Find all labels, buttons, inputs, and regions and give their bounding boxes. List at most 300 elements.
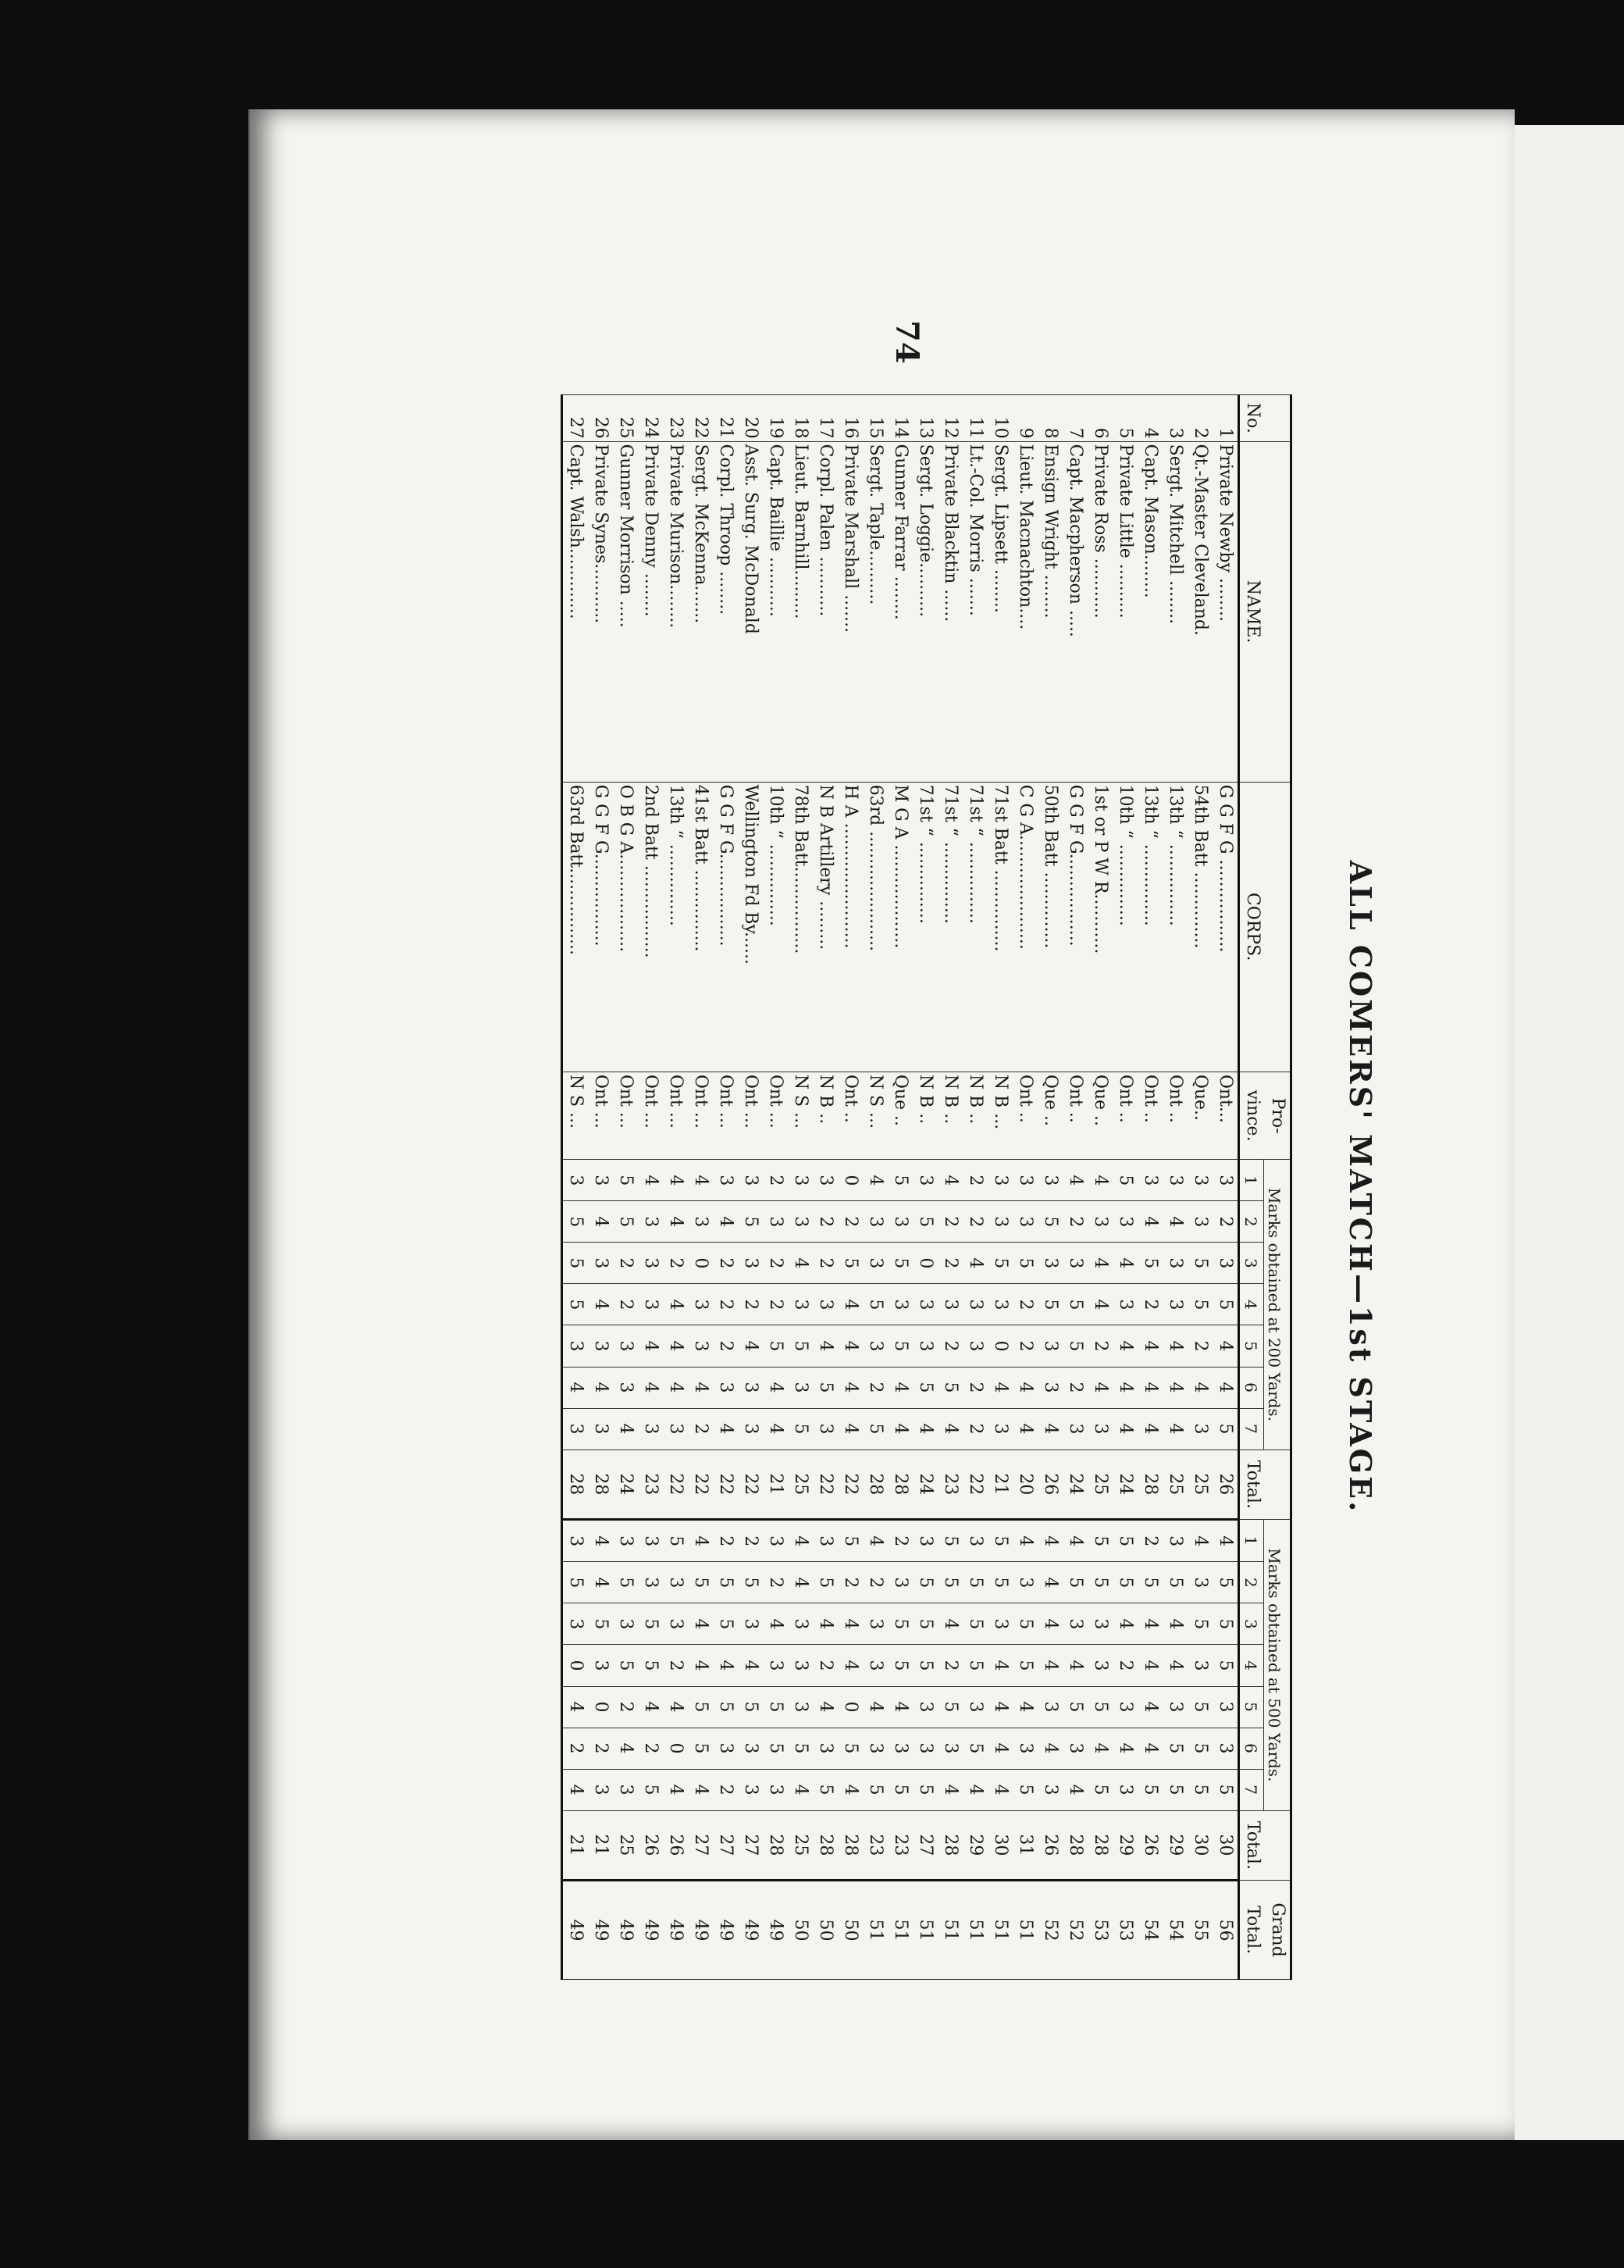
header-marks-200: Marks obtained at 200 Yards. (1264, 1160, 1291, 1450)
competitor-name: Private Blacktin ...... (938, 441, 963, 782)
score-200: 4 (663, 1160, 688, 1201)
score-200: 4 (663, 1284, 688, 1325)
total-500: 28 (1088, 1810, 1113, 1881)
score-500: 5 (1088, 1562, 1113, 1603)
shot-header-200-5: 5 (1239, 1325, 1264, 1367)
score-200: 3 (988, 1408, 1013, 1450)
score-200: 4 (588, 1201, 613, 1243)
province: Ont .. (838, 1072, 863, 1160)
score-200: 3 (1088, 1201, 1113, 1243)
score-200: 4 (1113, 1408, 1138, 1450)
score-200: 5 (613, 1160, 638, 1201)
score-200: 2 (938, 1201, 963, 1243)
score-200: 3 (863, 1243, 888, 1284)
score-500: 5 (988, 1562, 1013, 1603)
corps: N B Artillery ......... (813, 782, 838, 1072)
score-500: 4 (688, 1603, 713, 1645)
total-200: 26 (1038, 1450, 1063, 1520)
score-500: 5 (738, 1562, 763, 1603)
score-500: 3 (1088, 1645, 1113, 1686)
competitor-name: Lt.-Col. Morris ....... (963, 441, 988, 782)
score-200: 3 (1038, 1243, 1063, 1284)
total-500: 26 (663, 1810, 688, 1881)
score-500: 2 (763, 1562, 788, 1603)
total-500: 26 (1038, 1810, 1063, 1881)
grand-total: 54 (1138, 1881, 1163, 1980)
score-200: 3 (688, 1201, 713, 1243)
competitor-name: Capt. Walsh............. (562, 441, 589, 782)
corps: G G F G ................. (1213, 782, 1239, 1072)
score-500: 4 (1038, 1645, 1063, 1686)
corps: 78th Batt................ (788, 782, 813, 1072)
row-number: 18 (788, 395, 813, 442)
score-200: 4 (1188, 1367, 1213, 1408)
score-500: 2 (588, 1728, 613, 1769)
total-500: 27 (913, 1810, 938, 1881)
table-row (963, 395, 988, 1980)
score-200: 2 (713, 1325, 738, 1367)
rotated-table-block (504, 394, 1378, 1980)
score-200: 3 (713, 1367, 738, 1408)
grand-total: 50 (813, 1881, 838, 1980)
competitor-name: Asst. Surg. McDonald (738, 441, 763, 782)
score-200: 4 (1163, 1201, 1188, 1243)
score-500: 3 (763, 1520, 788, 1562)
table-row (1063, 395, 1088, 1980)
row-number: 5 (1113, 395, 1138, 442)
province: Que .. (1038, 1072, 1063, 1160)
score-500: 3 (1163, 1686, 1188, 1728)
score-200: 3 (1063, 1243, 1088, 1284)
score-200: 4 (938, 1408, 963, 1450)
row-number: 20 (738, 395, 763, 442)
score-200: 3 (588, 1243, 613, 1284)
competitor-name: Lieut. Macnachton.... (1013, 441, 1038, 782)
score-500: 5 (1213, 1603, 1239, 1645)
score-200: 3 (913, 1325, 938, 1367)
total-500: 21 (588, 1810, 613, 1881)
table-row (988, 395, 1013, 1980)
score-200: 3 (788, 1201, 813, 1243)
grand-total: 51 (913, 1881, 938, 1980)
score-200: 4 (1013, 1367, 1038, 1408)
score-200: 3 (1113, 1284, 1138, 1325)
score-200: 3 (913, 1284, 938, 1325)
score-200: 2 (1063, 1201, 1088, 1243)
score-500: 5 (688, 1728, 713, 1769)
total-200: 26 (1213, 1450, 1239, 1520)
table-row (1038, 395, 1063, 1980)
total-200: 24 (1113, 1450, 1138, 1520)
grand-total: 51 (988, 1881, 1013, 1980)
score-500: 3 (1063, 1603, 1088, 1645)
score-200: 4 (713, 1408, 738, 1450)
row-number: 22 (688, 395, 713, 442)
corps: 63rd Batt................ (562, 782, 589, 1072)
table-row (1138, 395, 1163, 1980)
header-corps: CORPS. (1239, 782, 1291, 1072)
grand-total: 50 (788, 1881, 813, 1980)
score-500: 4 (938, 1769, 963, 1810)
competitor-name: Sergt. McKenna....... (688, 441, 713, 782)
score-200: 4 (562, 1367, 589, 1408)
score-500: 5 (913, 1769, 938, 1810)
shot-header-200-1: 1 (1239, 1160, 1264, 1201)
province: N B .. (938, 1072, 963, 1160)
competitor-name: Lieut. Barnhill......... (788, 441, 813, 782)
province: Ont ... (613, 1072, 638, 1160)
grand-total: 51 (938, 1881, 963, 1980)
province: Ont ... (638, 1072, 663, 1160)
total-200: 28 (863, 1450, 888, 1520)
score-200: 3 (1163, 1243, 1188, 1284)
score-500: 4 (788, 1562, 813, 1603)
row-number: 23 (663, 395, 688, 442)
score-500: 5 (1213, 1645, 1239, 1686)
score-200: 5 (562, 1201, 589, 1243)
score-500: 5 (713, 1603, 738, 1645)
table-row (788, 395, 813, 1980)
score-200: 5 (863, 1284, 888, 1325)
shot-header-500-4: 4 (1239, 1645, 1264, 1686)
score-500: 4 (1138, 1645, 1163, 1686)
shot-header-500-3: 3 (1239, 1603, 1264, 1645)
score-200: 2 (763, 1160, 788, 1201)
score-500: 5 (763, 1728, 788, 1769)
total-500: 27 (688, 1810, 713, 1881)
score-200: 2 (1213, 1201, 1239, 1243)
score-200: 2 (1188, 1325, 1213, 1367)
header-total-500: Total. (1239, 1810, 1291, 1881)
score-500: 0 (562, 1645, 589, 1686)
score-500: 5 (1163, 1562, 1188, 1603)
score-200: 5 (863, 1408, 888, 1450)
score-500: 5 (1113, 1520, 1138, 1562)
score-500: 3 (888, 1562, 913, 1603)
grand-total: 51 (963, 1881, 988, 1980)
score-500: 4 (638, 1686, 663, 1728)
score-500: 5 (1088, 1686, 1113, 1728)
corps: 1st or P W R........... (1088, 782, 1113, 1072)
score-500: 4 (1038, 1520, 1063, 1562)
corps: 50th Batt .............. (1038, 782, 1063, 1072)
score-200: 2 (963, 1160, 988, 1201)
row-number: 19 (763, 395, 788, 442)
score-200: 4 (888, 1408, 913, 1450)
score-500: 5 (763, 1686, 788, 1728)
score-200: 5 (1138, 1243, 1163, 1284)
total-500: 27 (713, 1810, 738, 1881)
score-200: 3 (588, 1408, 613, 1450)
row-number: 8 (1038, 395, 1063, 442)
row-number: 6 (1088, 395, 1113, 442)
score-500: 3 (638, 1520, 663, 1562)
score-200: 4 (738, 1325, 763, 1367)
score-500: 2 (813, 1645, 838, 1686)
score-500: 3 (663, 1562, 688, 1603)
score-500: 5 (638, 1769, 663, 1810)
score-200: 5 (562, 1243, 589, 1284)
score-200: 4 (663, 1325, 688, 1367)
province: Ont .. (1138, 1072, 1163, 1160)
score-200: 2 (763, 1284, 788, 1325)
score-500: 4 (963, 1769, 988, 1810)
score-500: 3 (613, 1520, 638, 1562)
total-200: 22 (663, 1450, 688, 1520)
score-500: 4 (1038, 1728, 1063, 1769)
score-500: 5 (638, 1645, 663, 1686)
score-500: 4 (1063, 1520, 1088, 1562)
score-500: 3 (988, 1603, 1013, 1645)
score-500: 4 (588, 1520, 613, 1562)
score-500: 4 (1113, 1603, 1138, 1645)
score-200: 4 (1138, 1367, 1163, 1408)
score-500: 3 (963, 1686, 988, 1728)
score-500: 5 (562, 1562, 589, 1603)
score-200: 3 (1163, 1160, 1188, 1201)
score-200: 5 (938, 1367, 963, 1408)
score-500: 3 (1088, 1603, 1113, 1645)
score-200: 4 (1163, 1367, 1188, 1408)
score-200: 2 (713, 1284, 738, 1325)
grand-total: 49 (713, 1881, 738, 1980)
score-500: 3 (562, 1520, 589, 1562)
score-500: 5 (1188, 1603, 1213, 1645)
corps: 10th “ ............... (1113, 782, 1138, 1072)
row-number: 12 (938, 395, 963, 442)
row-number: 16 (838, 395, 863, 442)
corps: H A ....................... (838, 782, 863, 1072)
score-200: 4 (638, 1325, 663, 1367)
score-200: 4 (1163, 1408, 1188, 1450)
total-200: 24 (913, 1450, 938, 1520)
grand-total: 51 (888, 1881, 913, 1980)
shot-header-200-3: 3 (1239, 1243, 1264, 1284)
total-200: 22 (738, 1450, 763, 1520)
score-500: 4 (1013, 1520, 1038, 1562)
score-500: 0 (588, 1686, 613, 1728)
score-200: 4 (838, 1325, 863, 1367)
total-200: 21 (988, 1450, 1013, 1520)
score-500: 4 (1113, 1728, 1138, 1769)
score-500: 5 (888, 1769, 913, 1810)
score-200: 5 (1063, 1325, 1088, 1367)
corps: G G F G................. (713, 782, 738, 1072)
competitor-name: Private Little .......... (1113, 441, 1138, 782)
competitor-name: Capt. Mason........ (1138, 441, 1163, 782)
province: Ont ... (663, 1072, 688, 1160)
header-province: Pro-vince. (1239, 1072, 1291, 1160)
score-500: 3 (738, 1769, 763, 1810)
header-total-200: Total. (1239, 1450, 1291, 1520)
score-500: 5 (688, 1562, 713, 1603)
corps: 71st Batt ............... (988, 782, 1013, 1072)
score-200: 4 (1113, 1325, 1138, 1367)
score-200: 3 (562, 1325, 589, 1367)
score-500: 5 (913, 1645, 938, 1686)
total-200: 28 (588, 1450, 613, 1520)
score-500: 3 (588, 1769, 613, 1810)
row-number: 3 (1163, 395, 1188, 442)
score-500: 5 (1013, 1769, 1038, 1810)
province: Ont ... (688, 1072, 713, 1160)
total-500: 28 (1063, 1810, 1088, 1881)
score-500: 3 (1063, 1728, 1088, 1769)
score-500: 5 (1113, 1562, 1138, 1603)
score-200: 4 (1138, 1201, 1163, 1243)
table-row (1213, 395, 1239, 1980)
province: N B ... (988, 1072, 1013, 1160)
score-200: 5 (1038, 1201, 1063, 1243)
total-200: 25 (1163, 1450, 1188, 1520)
table-row (688, 395, 713, 1980)
total-200: 20 (1013, 1450, 1038, 1520)
score-500: 4 (663, 1769, 688, 1810)
score-200: 4 (688, 1367, 713, 1408)
score-200: 4 (1213, 1325, 1239, 1367)
score-200: 5 (1213, 1284, 1239, 1325)
total-500: 28 (938, 1810, 963, 1881)
grand-total: 51 (863, 1881, 888, 1980)
score-500: 2 (713, 1520, 738, 1562)
corps: G G F G................. (588, 782, 613, 1072)
grand-total: 49 (562, 1881, 589, 1980)
score-500: 4 (838, 1645, 863, 1686)
score-200: 4 (838, 1367, 863, 1408)
score-500: 5 (863, 1769, 888, 1810)
score-500: 5 (1213, 1769, 1239, 1810)
grand-total: 49 (588, 1881, 613, 1980)
score-200: 3 (663, 1408, 688, 1450)
shot-header-200-4: 4 (1239, 1284, 1264, 1325)
province: Ont ... (713, 1072, 738, 1160)
score-200: 4 (863, 1160, 888, 1201)
row-number: 27 (562, 395, 589, 442)
score-500: 4 (713, 1645, 738, 1686)
score-500: 4 (738, 1645, 763, 1686)
score-200: 3 (1013, 1201, 1038, 1243)
total-500: 21 (562, 1810, 589, 1881)
score-200: 4 (813, 1325, 838, 1367)
province: Ont ... (588, 1072, 613, 1160)
score-200: 5 (1063, 1284, 1088, 1325)
grand-total: 53 (1113, 1881, 1138, 1980)
score-500: 2 (738, 1520, 763, 1562)
competitor-name: Qt.-Master Cleveland. (1188, 441, 1213, 782)
score-200: 3 (1163, 1284, 1188, 1325)
shot-header-200-6: 6 (1239, 1367, 1264, 1408)
score-200: 4 (1113, 1367, 1138, 1408)
score-200: 2 (813, 1201, 838, 1243)
score-500: 5 (888, 1603, 913, 1645)
score-200: 3 (638, 1201, 663, 1243)
score-500: 5 (713, 1562, 738, 1603)
corps: 54th Batt .............. (1188, 782, 1213, 1072)
row-number: 13 (913, 395, 938, 442)
score-500: 5 (938, 1686, 963, 1728)
score-500: 3 (613, 1603, 638, 1645)
competitor-name: Private Newby ........ (1213, 441, 1239, 782)
score-200: 3 (988, 1160, 1013, 1201)
grand-total: 55 (1188, 1881, 1213, 1980)
grand-total: 49 (763, 1881, 788, 1980)
score-200: 4 (1213, 1367, 1239, 1408)
score-500: 5 (988, 1520, 1013, 1562)
score-200: 3 (1188, 1201, 1213, 1243)
score-500: 2 (888, 1520, 913, 1562)
score-200: 5 (788, 1325, 813, 1367)
score-200: 2 (963, 1201, 988, 1243)
table-row (763, 395, 788, 1980)
score-500: 4 (663, 1686, 688, 1728)
score-500: 4 (988, 1645, 1013, 1686)
score-200: 5 (913, 1367, 938, 1408)
score-200: 3 (713, 1160, 738, 1201)
score-200: 4 (913, 1408, 938, 1450)
score-200: 3 (1063, 1408, 1088, 1450)
total-200: 22 (813, 1450, 838, 1520)
score-500: 3 (763, 1645, 788, 1686)
competitor-name: Private Marshall ....... (838, 441, 863, 782)
score-200: 3 (1013, 1160, 1038, 1201)
score-200: 4 (613, 1408, 638, 1450)
score-200: 4 (838, 1408, 863, 1450)
province: Ont ... (738, 1072, 763, 1160)
score-500: 4 (1188, 1520, 1213, 1562)
province: Ont .. (1163, 1072, 1188, 1160)
score-500: 4 (562, 1769, 589, 1810)
corps: Wellington Fd By...... (738, 782, 763, 1072)
score-500: 5 (813, 1769, 838, 1810)
score-200: 4 (938, 1160, 963, 1201)
score-200: 5 (913, 1201, 938, 1243)
score-200: 3 (588, 1325, 613, 1367)
header-marks-500: Marks obtained at 500 Yards. (1264, 1520, 1291, 1811)
score-500: 3 (963, 1520, 988, 1562)
score-500: 2 (713, 1769, 738, 1810)
score-200: 5 (1113, 1160, 1138, 1201)
row-number: 7 (1063, 395, 1088, 442)
score-500: 5 (613, 1562, 638, 1603)
score-200: 3 (638, 1408, 663, 1450)
score-500: 5 (688, 1686, 713, 1728)
table-row (588, 395, 613, 1980)
total-200: 24 (613, 1450, 638, 1520)
score-200: 2 (713, 1243, 738, 1284)
score-200: 5 (1038, 1284, 1063, 1325)
score-200: 0 (688, 1243, 713, 1284)
score-200: 4 (1013, 1408, 1038, 1450)
score-200: 3 (562, 1160, 589, 1201)
province: Que .. (1088, 1072, 1113, 1160)
row-number: 14 (888, 395, 913, 442)
shot-header-500-7: 7 (1239, 1769, 1264, 1810)
score-500: 3 (813, 1728, 838, 1769)
table-row (913, 395, 938, 1980)
grand-total: 49 (663, 1881, 688, 1980)
total-200: 25 (1188, 1450, 1213, 1520)
score-200: 4 (1088, 1367, 1113, 1408)
score-500: 2 (863, 1562, 888, 1603)
header-no: No. (1239, 395, 1291, 442)
total-500: 26 (1138, 1810, 1163, 1881)
score-200: 4 (988, 1367, 1013, 1408)
total-500: 23 (863, 1810, 888, 1881)
province: N B .. (813, 1072, 838, 1160)
total-200: 23 (938, 1450, 963, 1520)
score-200: 2 (963, 1367, 988, 1408)
score-500: 5 (1013, 1603, 1038, 1645)
